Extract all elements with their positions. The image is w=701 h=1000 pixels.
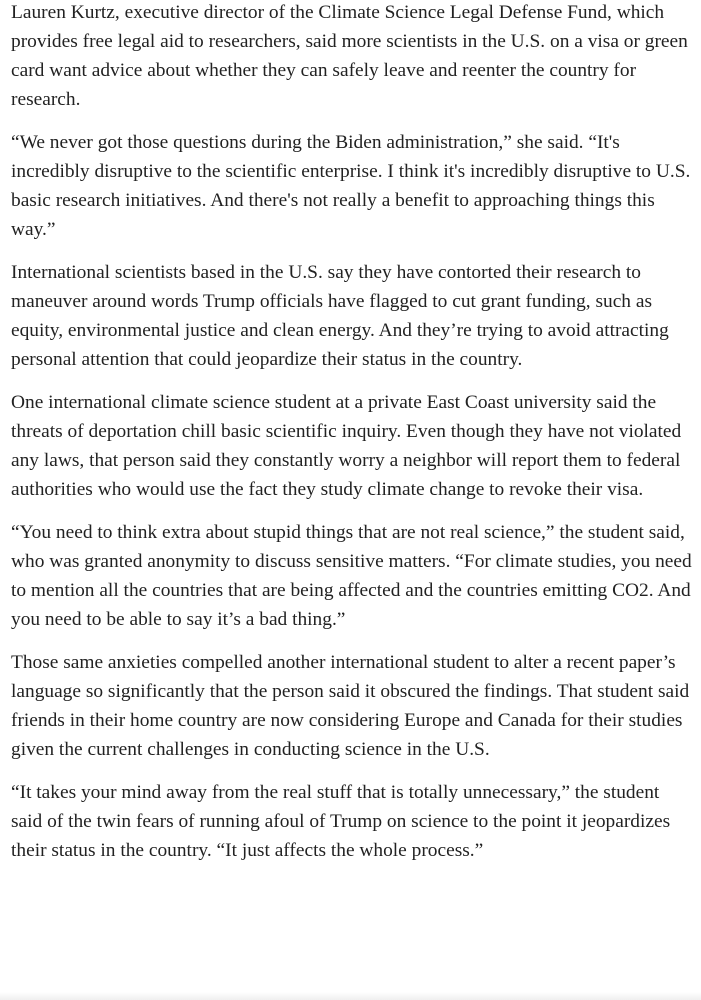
paragraph-deportation-chill: One international climate science student at a private East Coast university said the threats of deportation chill basic scientific inquiry. Even though they have not violated any laws, that person said they constantly worry a neighbor will report them to federal authorities who would use the fact they study climate change to revoke their visa. [11,392,682,500]
paragraph-kurtz-intro: Lauren Kurtz, executive director of the Climate Science Legal Defense Fund, which provides free legal aid to researchers, said more scientists in the U.S. on a visa or green card want advice about whether they can safely leave and reenter the country for research. [11,2,688,110]
bottom-edge-shadow [0,992,701,1000]
paragraph-biden-quote: “We never got those questions during the Biden administration,” she said. “It's incredibly disruptive to the scientific enterprise. I think it's incredibly disruptive to U.S. basic research initiatives. And there's not really a benefit to approaching things this way.” [11,132,691,240]
article-body [11,0,695,879]
paragraph-whole-process-quote: “It takes your mind away from the real stuff that is totally unnecessary,” the student said of the twin fears of running afoul of Trump on science to the point it jeopardizes their status in the country. “It just affects the whole process.” [11,782,671,861]
paragraph-paper-language: Those same anxieties compelled another international student to alter a recent paper’s language so significantly that the person said it obscured the findings. That student said friends in their home country are now considering Europe and Canada for their studies given the current challenges in conducting science in the U.S. [11,652,690,760]
paragraph-contorted-research: International scientists based in the U.S. say they have contorted their research to maneuver around words Trump officials have flagged to cut grant funding, such as equity, environmental justice and clean energy. And they’re trying to avoid attracting personal attention that could jeopardize their status in the country. [11,262,669,370]
paragraph-student-quote: “You need to think extra about stupid things that are not real science,” the student said, who was granted anonymity to discuss sensitive matters. “For climate studies, you need to mention all the countries that are being affected and the countries emitting CO2. And you need to be able to say it’s a bad thing.” [11,522,692,630]
